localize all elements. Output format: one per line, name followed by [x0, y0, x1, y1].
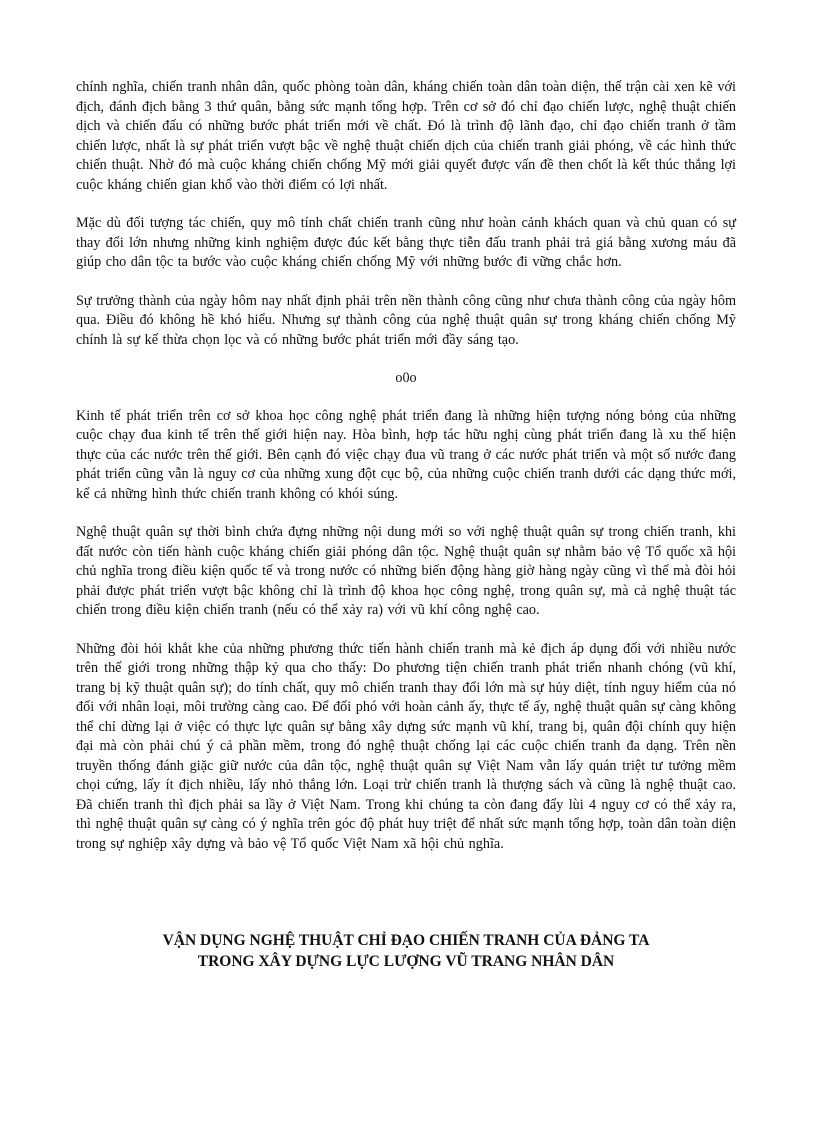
section-separator: o0o — [395, 370, 417, 386]
section-title-line-2: TRONG XÂY DỰNG LỰC LƯỢNG VŨ TRANG NHÂN DÂN — [197, 953, 615, 970]
paragraph-maturity: Sự trưởng thành của ngày hôm nay nhất định phải trên nền thành công cũng như chưa thành công của ngày hôm qua. Điều đó không hề khó hiểu. Nhưng sự thành công của nghệ thuật quân sự trong kháng chiến chống Mỹ chính là sự kế thừa chọn lọc và có những bước phát triển mới đầy sáng tạo. — [76, 292, 736, 348]
paragraph-experience: Mặc dù đối tượng tác chiến, quy mô tính chất chiến tranh cũng như hoàn cảnh khách quan và chủ quan có sự thay đổi lớn nhưng những kinh nghiệm được đúc kết bằng thực tiễn đấu tranh phải trả giá bằng xương máu đã giúp cho dân tộc ta bước vào cuộc kháng chiến chống Mỹ với những bước đi vững chắc hơn. — [76, 215, 736, 270]
section-title-line-1: VẬN DỤNG NGHỆ THUẬT CHỈ ĐẠO CHIẾN TRANH CỦA ĐẢNG TA — [162, 932, 650, 949]
section-title — [76, 930, 736, 972]
paragraph-strategy: chính nghĩa, chiến tranh nhân dân, quốc phòng toàn dân, kháng chiến toàn dân toàn diện, thế trận cài xen kẽ với địch, đánh địch bằng 3 thứ quân, bằng sức mạnh tổng hợp. Trên cơ sở đó chỉ đạo chiến lược, nghệ thuật chiến dịch và chiến đấu có những bước phát triển mới về chất. Đó là trình độ lãnh đạo, chỉ đạo chiến tranh ở tầm chiến lược, nhất là sự phát triển vượt bậc về nghệ thuật chiến dịch của chiến tranh giải phóng, về các hình thức chiến thuật. Nhờ đó mà cuộc kháng chiến chống Mỹ mới giải quyết được vấn đề then chốt là kết thúc thắng lợi cuộc kháng chiến gian khổ vào thời điểm có lợi nhất. — [76, 79, 736, 193]
paragraph-demands: Những đòi hỏi khắt khe của những phương thức tiến hành chiến tranh mà kẻ địch áp dụng đối với nhiều nước trên thế giới trong những thập kỷ qua cho thấy: Do phương tiện chiến tranh phát triển nhanh chóng (vũ khí, trang bị kỹ thuật quân sự); do tính chất, quy mô chiến tranh thay đổi lớn mà sự hủy diệt, tính nguy hiểm của nó đối với nhân loại, môi trường càng cao. Để đối phó với hoàn cảnh ấy, thực tế ấy, nghệ thuật quân sự càng không thể chỉ dừng lại ở việc có thực lực quân sự bằng xây dựng sức mạnh vũ khí, trang bị, quân đội chính quy hiện đại mà còn phải chú ý cả phần mềm, trong đó nghệ thuật chống lại các cuộc chiến tranh đa dạng. Trên nền truyền thống đánh giặc giữ nước của dân tộc, nghệ thuật quân sự Việt Nam vẫn lấy quán triệt tư tưởng mềm chọi cứng, lấy ít địch nhiều, lấy nhỏ thắng lớn. Loại trừ chiến tranh là thượng sách và cũng là nghệ thuật cao. Đã chiến tranh thì địch phải sa lầy ở Việt Nam. Trong khi chúng ta còn đang đẩy lùi 4 nguy cơ có thể xảy ra, thì nghệ thuật quân sự càng có ý nghĩa trên góc độ phát huy triệt để nhất sức mạnh tổng hợp, toàn dân toàn diện trong sự nghiệp xây dựng và bảo vệ Tổ quốc Việt Nam xã hội chủ nghĩa. — [76, 640, 736, 852]
paragraph-economy: Kinh tế phát triển trên cơ sở khoa học công nghệ phát triển đang là những hiện tượng nóng bỏng của những cuộc chạy đua kinh tế trên thế giới hiện nay. Hòa bình, hợp tác hữu nghị cùng phát triển đang là xu thế hiện thực của các nước trên thế giới. Bên cạnh đó việc chạy đua vũ trang ở các nước phát triển và một số nước đang phát triển cũng vẫn là nguy cơ của những xung đột cục bộ, của những cuộc chiến tranh dưới các dạng thức mới, kể cả những hình thức chiến tranh không có khói súng. — [76, 407, 736, 502]
paragraph-peacetime-art: Nghệ thuật quân sự thời bình chứa đựng những nội dung mới so với nghệ thuật quân sự trong chiến tranh, khi đất nước còn tiến hành cuộc kháng chiến giải phóng dân tộc. Nghệ thuật quân sự nhằm bảo vệ Tổ quốc xã hội chủ nghĩa trong điều kiện quốc tế và trong nước có những biến động hàng giờ hàng ngày cũng vì thế mà đòi hỏi phải được phát triển vượt bậc không chỉ là trình độ khoa học công nghệ, trong quân sự, mà cả nghệ thuật tác chiến trong điều kiện chiến tranh (nếu có thể xảy ra) với vũ khí công nghệ cao. — [76, 524, 736, 618]
